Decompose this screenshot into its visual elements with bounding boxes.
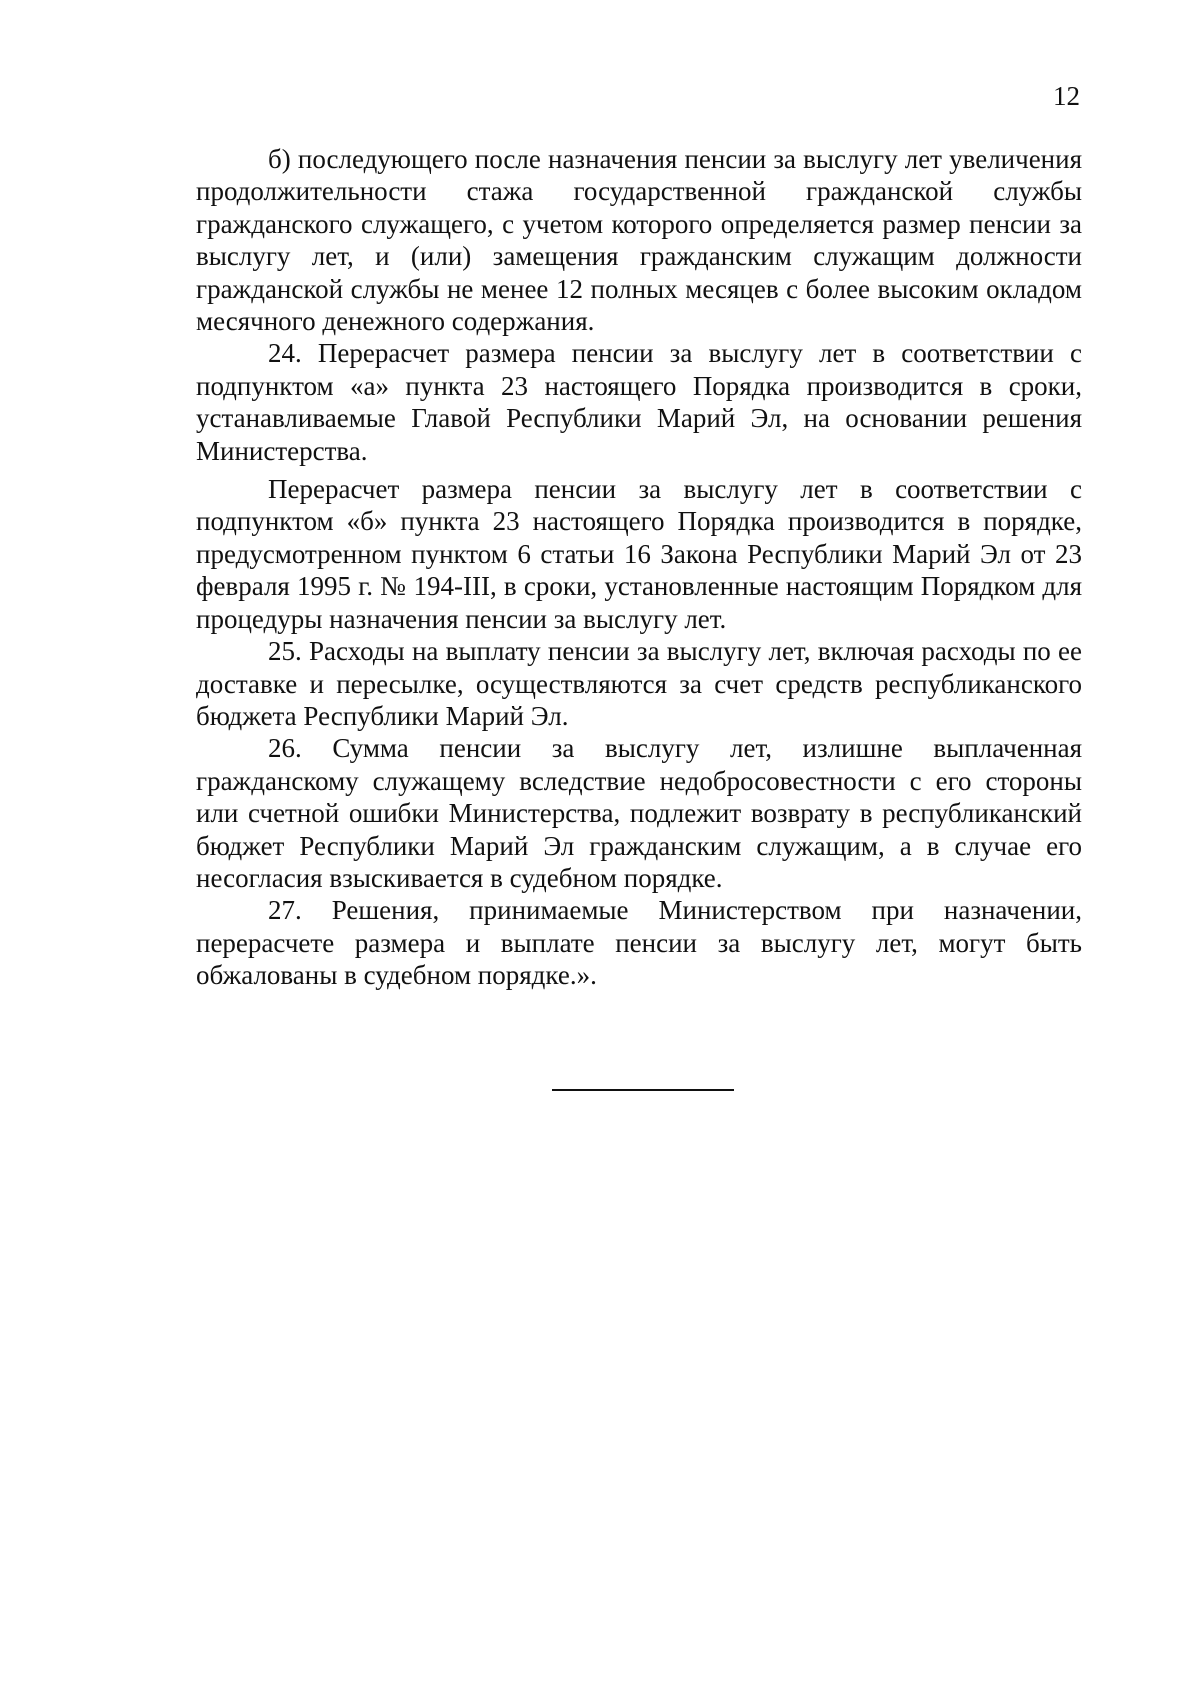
paragraph-item-27: 27. Решения, принимаемые Министерством при назначении, перерасчете размера и выплате пенсии за выслугу лет, могут быть обжалованы в судебном порядке.». xyxy=(196,895,1082,991)
paragraph-item-25: 25. Расходы на выплату пенсии за выслугу лет, включая расходы по ее доставке и пересылке, осуществляются за счет средств республиканского бюджета Республики Марий Эл. xyxy=(196,636,1082,731)
document-body xyxy=(196,143,1082,992)
paragraph-item-24-recalculation: Перерасчет размера пенсии за выслугу лет в соответствии с подпунктом «б» пункта 23 настоящего Порядка производится в порядке, предусмотренном пунктом 6 статьи 16 Закона Республики Марий Эл от 23 февраля 1995 г. № 194-III, в сроки, установленные настоящим Порядком для процедуры назначения пенсии за выслугу лет. xyxy=(196,474,1082,634)
paragraph-subitem-b: б) последующего после назначения пенсии за выслугу лет увеличения продолжительности стажа государственной гражданской службы гражданского служащего, с учетом которого определяется размер пенсии за выслугу лет, и (или) замещения гражданским служащим должности гражданской службы не менее 12 полных месяцев с более высоким окладом месячного денежного содержания. xyxy=(196,144,1082,337)
page-number: 12 xyxy=(1053,81,1080,111)
end-of-text-rule xyxy=(552,1089,734,1091)
paragraph-item-24: 24. Перерасчет размера пенсии за выслугу лет в соответствии с подпунктом «а» пункта 23 настоящего Порядка производится в сроки, устанавливаемые Главой Республики Марий Эл, на основании решения Министерства. xyxy=(196,338,1082,466)
paragraph-item-26: 26. Сумма пенсии за выслугу лет, излишне выплаченная гражданскому служащему вследствие недобросовестности с его стороны или счетной ошибки Министерства, подлежит возврату в республиканский бюджет Республики Марий Эл гражданским служащим, а в случае его несогласия взыскивается в судебном порядке. xyxy=(196,733,1082,893)
